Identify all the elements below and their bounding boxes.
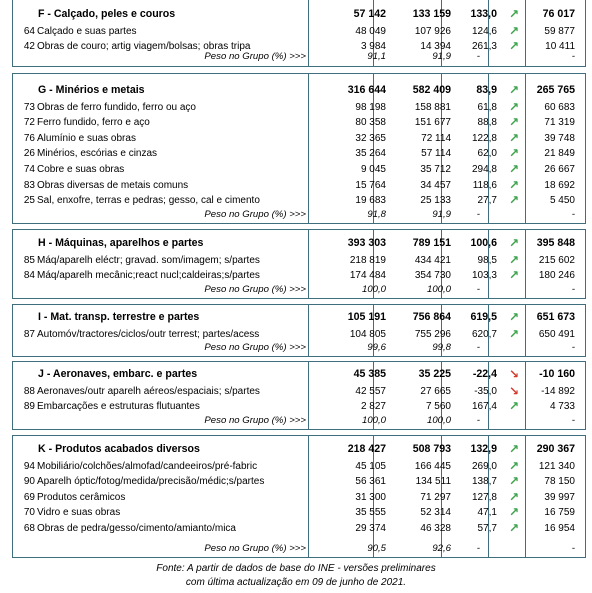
value-curr: 34 457 bbox=[420, 179, 451, 191]
weight-dash: - bbox=[571, 51, 575, 62]
weight-dash: - bbox=[476, 543, 480, 554]
weight-label: Peso no Grupo (%) >>> bbox=[204, 543, 306, 554]
weight-dash: - bbox=[476, 342, 480, 353]
value-prev: 105 191 bbox=[347, 311, 386, 323]
trend-up-icon: ↗ bbox=[508, 326, 520, 341]
change-percent: 88,8 bbox=[477, 117, 497, 129]
group-I bbox=[12, 304, 586, 357]
change-percent: 138,7 bbox=[471, 476, 497, 488]
chapter-label: Obras de pedra/gesso/cimento/amianto/mica bbox=[37, 523, 236, 534]
trend-up-icon: ↗ bbox=[508, 505, 520, 520]
group-header-row bbox=[13, 7, 587, 22]
value-prev: 19 683 bbox=[355, 195, 386, 207]
weight-prev: 100,0 bbox=[361, 284, 386, 295]
value-curr: 7 560 bbox=[425, 401, 451, 413]
weight-dash: - bbox=[571, 342, 575, 353]
table-row bbox=[13, 100, 587, 115]
trend-up-icon: ↗ bbox=[508, 310, 520, 324]
group-title: F - Calçado, peles e couros bbox=[38, 8, 176, 20]
weight-dash: - bbox=[571, 543, 575, 554]
group-title: I - Mat. transp. terrestre e partes bbox=[38, 311, 200, 323]
weight-dash: - bbox=[476, 51, 480, 62]
value-curr: 166 445 bbox=[414, 460, 451, 472]
trend-up-icon: ↗ bbox=[508, 23, 520, 38]
group-header-row bbox=[13, 442, 587, 457]
change-absolute: 59 877 bbox=[544, 25, 575, 37]
weight-dash: - bbox=[571, 284, 575, 295]
chapter-label: Sal, enxofre, terras e pedras; gesso, cal e cimento bbox=[37, 195, 260, 207]
trend-up-icon: ↗ bbox=[508, 83, 520, 97]
trend-up-icon: ↗ bbox=[508, 458, 520, 473]
change-absolute: -14 892 bbox=[541, 385, 575, 397]
table-row bbox=[13, 505, 587, 520]
trend-up-icon: ↗ bbox=[508, 193, 520, 208]
change-percent: 62,0 bbox=[477, 148, 497, 160]
value-prev: 218 427 bbox=[347, 443, 386, 455]
group-K bbox=[12, 435, 586, 558]
change-percent: 61,8 bbox=[477, 101, 497, 113]
change-percent: 127,8 bbox=[471, 491, 497, 503]
table-row bbox=[13, 399, 587, 414]
value-curr: 582 409 bbox=[412, 84, 451, 96]
value-prev: 35 555 bbox=[355, 507, 386, 519]
weight-curr: 92,6 bbox=[432, 543, 451, 554]
source-note: Fonte: A partir de dados de base do INE - versões preliminares bbox=[156, 563, 436, 574]
chapter-code: 26 bbox=[23, 148, 35, 160]
chapter-code: 85 bbox=[23, 254, 35, 266]
value-prev: 3 984 bbox=[360, 41, 386, 53]
chapter-label: Máq/aparelh mecânic;react nucl;caldeiras;s/partes bbox=[37, 270, 260, 282]
trend-up-icon: ↗ bbox=[508, 130, 520, 145]
weight-curr: 100,0 bbox=[426, 284, 451, 295]
value-prev: 32 365 bbox=[355, 132, 386, 144]
group-weight-row bbox=[13, 413, 587, 428]
table-row bbox=[13, 384, 587, 399]
table-row bbox=[13, 146, 587, 161]
change-absolute: 78 150 bbox=[544, 476, 575, 488]
value-curr: 158 881 bbox=[414, 101, 451, 113]
weight-curr: 91,9 bbox=[432, 51, 451, 62]
chapter-code: 68 bbox=[23, 523, 35, 534]
group-weight-row bbox=[13, 282, 587, 297]
group-J bbox=[12, 361, 586, 430]
chapter-label: Calçado e suas partes bbox=[37, 25, 137, 37]
table-row bbox=[13, 490, 587, 505]
weight-dash: - bbox=[476, 284, 480, 295]
change-percent: 124,6 bbox=[471, 25, 497, 37]
change-absolute: 21 849 bbox=[544, 148, 575, 160]
chapter-code: 73 bbox=[23, 101, 35, 113]
trend-up-icon: ↗ bbox=[508, 268, 520, 283]
change-absolute: 4 733 bbox=[549, 401, 575, 413]
change-absolute: 60 683 bbox=[544, 101, 575, 113]
chapter-label: Alumínio e suas obras bbox=[37, 132, 136, 144]
chapter-code: 88 bbox=[23, 385, 35, 397]
value-prev: 45 385 bbox=[353, 368, 386, 380]
value-prev: 42 557 bbox=[355, 385, 386, 397]
value-prev: 48 049 bbox=[355, 25, 386, 37]
change-percent: -22,4 bbox=[472, 368, 497, 380]
chapter-code: 74 bbox=[23, 164, 35, 175]
value-curr: 434 421 bbox=[414, 254, 451, 266]
change-absolute: 265 765 bbox=[536, 84, 575, 96]
table-row bbox=[13, 253, 587, 268]
group-H bbox=[12, 229, 586, 299]
chapter-code: 83 bbox=[23, 179, 35, 191]
value-prev: 2 827 bbox=[360, 401, 386, 413]
chapter-code: 89 bbox=[23, 401, 35, 413]
chapter-label: Aeronaves/outr aparelh aéreos/espaciais; s/partes bbox=[37, 385, 260, 397]
value-curr: 755 296 bbox=[414, 328, 451, 340]
change-absolute: 39 748 bbox=[544, 132, 575, 144]
change-percent: 133,0 bbox=[470, 8, 497, 20]
trend-up-icon: ↗ bbox=[508, 146, 520, 161]
weight-dash: - bbox=[476, 209, 480, 220]
group-weight-row bbox=[13, 207, 587, 222]
table-row bbox=[13, 115, 587, 130]
chapter-label: Máq/aparelh eléctr; gravad. som/imagem; s/partes bbox=[37, 254, 260, 266]
chapter-label: Vidro e suas obras bbox=[37, 507, 121, 519]
trend-up-icon: ↗ bbox=[508, 99, 520, 114]
value-curr: 14 394 bbox=[420, 41, 451, 53]
trend-up-icon: ↗ bbox=[508, 489, 520, 504]
table-row bbox=[13, 24, 587, 39]
group-header-row bbox=[13, 236, 587, 251]
value-prev: 15 764 bbox=[355, 179, 386, 191]
value-curr: 71 297 bbox=[420, 491, 451, 503]
trend-up-icon: ↗ bbox=[508, 252, 520, 267]
change-absolute: 10 411 bbox=[545, 41, 575, 53]
chapter-label: Cobre e suas obras bbox=[37, 164, 125, 175]
change-percent: 57,7 bbox=[477, 523, 497, 534]
value-curr: 354 730 bbox=[414, 270, 451, 282]
change-absolute: -10 160 bbox=[539, 368, 575, 380]
value-curr: 25 133 bbox=[420, 195, 451, 207]
value-curr: 508 793 bbox=[412, 443, 451, 455]
value-prev: 56 361 bbox=[355, 476, 386, 488]
value-prev: 174 484 bbox=[349, 270, 386, 282]
change-absolute: 651 673 bbox=[536, 311, 575, 323]
change-percent: 261,3 bbox=[471, 41, 497, 53]
table-row bbox=[13, 193, 587, 208]
change-absolute: 290 367 bbox=[536, 443, 575, 455]
trend-up-icon: ↗ bbox=[508, 474, 520, 489]
weight-label: Peso no Grupo (%) >>> bbox=[204, 342, 306, 353]
table-row bbox=[13, 521, 587, 536]
value-curr: 107 926 bbox=[414, 25, 451, 37]
group-header-row bbox=[13, 310, 587, 325]
value-prev: 316 644 bbox=[347, 84, 386, 96]
value-prev: 104 805 bbox=[349, 328, 386, 340]
chapter-code: 64 bbox=[23, 25, 35, 37]
value-prev: 9 045 bbox=[360, 164, 386, 175]
trend-down-icon: ↘ bbox=[508, 383, 520, 398]
value-curr: 133 159 bbox=[412, 8, 451, 20]
group-title: G - Minérios e metais bbox=[38, 84, 145, 96]
chapter-code: 42 bbox=[23, 41, 35, 53]
change-percent: 27,7 bbox=[477, 195, 497, 207]
group-title: J - Aeronaves, embarc. e partes bbox=[38, 368, 198, 380]
chapter-label: Obras diversas de metais comuns bbox=[37, 179, 189, 191]
value-curr: 52 314 bbox=[420, 507, 451, 519]
change-absolute: 180 246 bbox=[538, 270, 575, 282]
value-prev: 45 105 bbox=[355, 460, 386, 472]
trend-up-icon: ↗ bbox=[508, 442, 520, 456]
group-header-row bbox=[13, 367, 587, 382]
chapter-label: Automóv/tractores/ciclos/outr terrest; partes/acess bbox=[37, 328, 260, 340]
trend-down-icon: ↘ bbox=[508, 367, 520, 381]
weight-prev: 99,6 bbox=[367, 342, 386, 353]
change-absolute: 5 450 bbox=[549, 195, 575, 207]
weight-label: Peso no Grupo (%) >>> bbox=[204, 209, 306, 220]
trend-up-icon: ↗ bbox=[508, 521, 520, 535]
change-percent: 269,0 bbox=[471, 460, 497, 472]
group-F bbox=[12, 0, 586, 67]
group-title: K - Produtos acabados diversos bbox=[38, 443, 200, 455]
group-title: H - Máquinas, aparelhos e partes bbox=[38, 237, 204, 249]
chapter-code: 87 bbox=[23, 328, 35, 340]
table-row bbox=[13, 178, 587, 193]
chapter-code: 72 bbox=[23, 117, 35, 129]
change-percent: 167,4 bbox=[471, 401, 497, 413]
change-absolute: 71 319 bbox=[544, 117, 575, 129]
change-absolute: 16 954 bbox=[544, 523, 575, 534]
change-absolute: 26 667 bbox=[544, 164, 575, 175]
weight-prev: 90,5 bbox=[367, 543, 386, 554]
table-row bbox=[13, 459, 587, 474]
chapter-label: Minérios, escórias e cinzas bbox=[37, 148, 158, 160]
chapter-code: 69 bbox=[23, 491, 35, 503]
weight-dash: - bbox=[571, 415, 575, 426]
group-weight-row bbox=[13, 49, 587, 64]
weight-curr: 99,8 bbox=[432, 342, 451, 353]
weight-curr: 91,9 bbox=[432, 209, 451, 220]
value-prev: 57 142 bbox=[353, 8, 386, 20]
weight-prev: 91,8 bbox=[367, 209, 386, 220]
chapter-code: 25 bbox=[23, 195, 35, 207]
trend-up-icon: ↗ bbox=[508, 39, 520, 54]
value-curr: 72 114 bbox=[421, 132, 451, 144]
change-percent: 132,9 bbox=[470, 443, 497, 455]
change-absolute: 215 602 bbox=[538, 254, 575, 266]
value-curr: 756 864 bbox=[412, 311, 451, 323]
chapter-code: 70 bbox=[23, 507, 35, 519]
change-percent: 122,8 bbox=[471, 132, 497, 144]
trend-up-icon: ↗ bbox=[508, 7, 520, 21]
group-G bbox=[12, 73, 586, 224]
value-prev: 80 358 bbox=[355, 117, 386, 129]
change-absolute: 39 997 bbox=[544, 491, 575, 503]
group-header-row bbox=[13, 83, 587, 98]
chapter-label: Embarcações e estruturas flutuantes bbox=[37, 401, 200, 413]
update-note: com última actualização em 09 de junho de 2021. bbox=[185, 577, 407, 588]
change-percent: 118,6 bbox=[472, 179, 497, 191]
trend-up-icon: ↗ bbox=[508, 236, 520, 250]
change-percent: 620,7 bbox=[471, 328, 497, 340]
value-prev: 218 819 bbox=[349, 254, 386, 266]
change-percent: 47,1 bbox=[477, 507, 497, 519]
value-curr: 27 665 bbox=[420, 385, 451, 397]
table-row bbox=[13, 162, 587, 177]
weight-prev: 100,0 bbox=[361, 415, 386, 426]
change-absolute: 121 340 bbox=[538, 460, 575, 472]
change-percent: 103,3 bbox=[471, 270, 497, 282]
change-absolute: 18 692 bbox=[544, 179, 575, 191]
trend-up-icon: ↗ bbox=[508, 162, 520, 176]
table-row bbox=[13, 268, 587, 283]
chapter-label: Obras de couro; artig viagem/bolsas; obras tripa bbox=[37, 41, 251, 53]
change-absolute: 650 491 bbox=[538, 328, 575, 340]
trend-up-icon: ↗ bbox=[508, 115, 520, 130]
value-prev: 31 300 bbox=[355, 491, 386, 503]
value-curr: 134 511 bbox=[415, 476, 451, 488]
value-curr: 46 328 bbox=[420, 523, 451, 534]
chapter-label: Obras de ferro fundido, ferro ou aço bbox=[37, 101, 196, 113]
value-prev: 35 264 bbox=[355, 148, 386, 160]
weight-curr: 100,0 bbox=[426, 415, 451, 426]
group-weight-row bbox=[13, 340, 587, 355]
weight-label: Peso no Grupo (%) >>> bbox=[204, 415, 306, 426]
chapter-label: Produtos cerâmicos bbox=[37, 491, 126, 503]
group-weight-row bbox=[13, 541, 587, 556]
weight-label: Peso no Grupo (%) >>> bbox=[204, 284, 306, 295]
weight-dash: - bbox=[476, 415, 480, 426]
change-percent: 294,8 bbox=[471, 164, 497, 175]
change-absolute: 16 759 bbox=[544, 507, 575, 519]
value-prev: 393 303 bbox=[347, 237, 386, 249]
weight-label: Peso no Grupo (%) >>> bbox=[204, 51, 306, 62]
value-curr: 35 225 bbox=[418, 368, 451, 380]
value-curr: 151 677 bbox=[414, 117, 451, 129]
chapter-label: Aparelh óptic/fotog/medida/precisão/médic;s/partes bbox=[37, 476, 265, 488]
chapter-label: Mobiliário/colchões/almofad/candeeiros/pré-fabric bbox=[37, 460, 258, 472]
change-absolute: 76 017 bbox=[542, 8, 575, 20]
value-curr: 789 151 bbox=[412, 237, 451, 249]
change-percent: 98,5 bbox=[477, 254, 497, 266]
chapter-label: Ferro fundido, ferro e aço bbox=[37, 117, 150, 129]
change-percent: -35,0 bbox=[474, 385, 497, 397]
chapter-code: 84 bbox=[23, 270, 35, 282]
trend-up-icon: ↗ bbox=[508, 177, 520, 192]
value-prev: 98 198 bbox=[355, 101, 386, 113]
chapter-code: 94 bbox=[23, 460, 35, 472]
table-row bbox=[13, 474, 587, 489]
chapter-code: 90 bbox=[23, 476, 35, 488]
value-curr: 57 114 bbox=[421, 148, 451, 160]
change-percent: 83,9 bbox=[476, 84, 497, 96]
change-absolute: 395 848 bbox=[536, 237, 575, 249]
chapter-code: 76 bbox=[23, 132, 35, 144]
change-percent: 619,5 bbox=[470, 311, 497, 323]
value-curr: 35 712 bbox=[420, 164, 451, 175]
trend-up-icon: ↗ bbox=[508, 399, 520, 414]
table-row bbox=[13, 131, 587, 146]
weight-prev: 91,1 bbox=[367, 51, 386, 62]
change-percent: 100,6 bbox=[470, 237, 497, 249]
value-prev: 29 374 bbox=[355, 523, 386, 534]
weight-dash: - bbox=[571, 209, 575, 220]
trade-table bbox=[12, 0, 586, 558]
